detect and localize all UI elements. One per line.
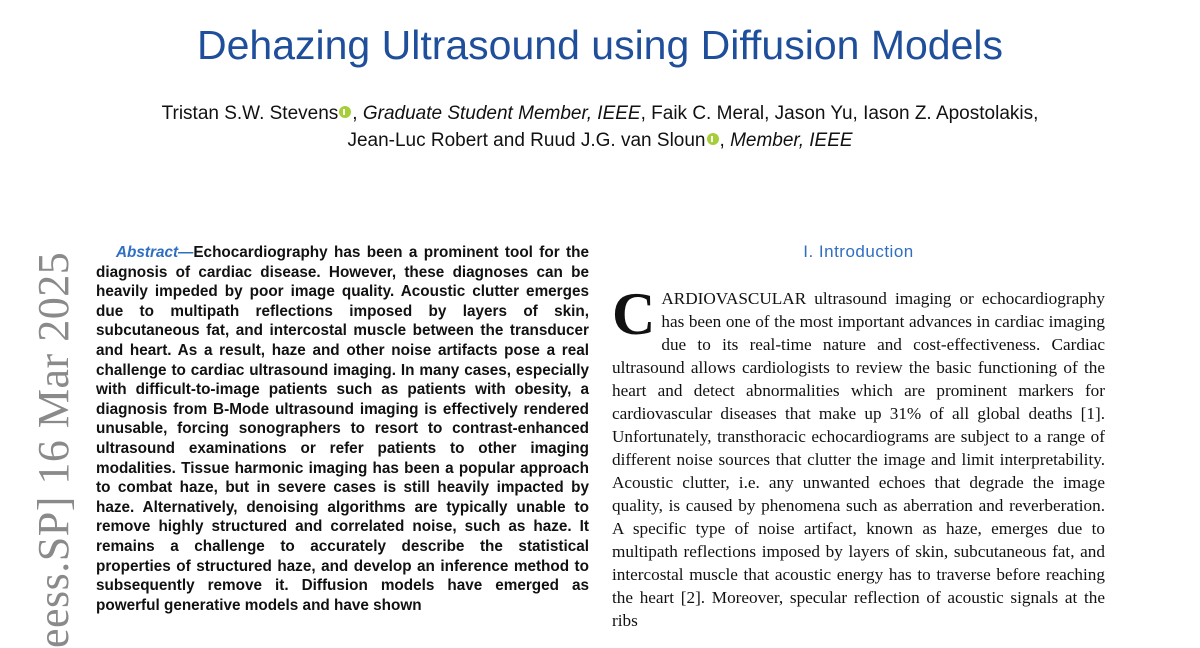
intro-body: ultrasound imaging or echocardiography has been one of the most important advances in cardiac imaging due to its real-time nature and cost-effectiveness. Cardiac ultrasound allows cardiologists to review the basic functioning of the heart and detect abnormalities which are prominent markers for cardiovascular diseases that make up 31% of all global deaths [1]. Unfortunately, transthoracic echocardiograms are subject to a range of different noise sources that clutter the image and limit interpretability. Acoustic clutter, i.e. any unwanted echoes that degrade the image quality, is caused by phenomena such as aberration and reverberation. A specific type of noise artifact, known as haze, emerges due to multipath reflections imposed by layers of skin, subcutaneous fat, and intercostal muscle that acoustic energy has to traverse before reaching the heart [2]. Moreover, specular reflection of acoustic signals at the ribs bbox=[612, 289, 1105, 630]
author-name: Tristan S.W. Stevens bbox=[161, 103, 339, 124]
author-names: Jean-Luc Robert and Ruud J.G. van Sloun bbox=[347, 130, 706, 151]
orcid-icon[interactable] bbox=[339, 106, 351, 118]
arxiv-side-stamp: eess.SP] 16 Mar 2025 bbox=[29, 251, 78, 648]
author-line-2: Jean-Luc Robert and Ruud J.G. van Sloun , Member, IEEE bbox=[347, 130, 853, 151]
drop-cap: C bbox=[612, 281, 656, 347]
abstract bbox=[96, 243, 589, 615]
section-heading-introduction: I. Introduction bbox=[803, 242, 914, 261]
author-list bbox=[0, 100, 1200, 154]
abstract-label: Abstract— bbox=[116, 244, 194, 261]
paper-title: Dehazing Ultrasound using Diffusion Models bbox=[196, 22, 1004, 68]
intro-first-word: ARDIOVASCULAR bbox=[661, 289, 807, 308]
orcid-icon[interactable] bbox=[707, 133, 719, 145]
author-names: , Faik C. Meral, Jason Yu, Iason Z. Apostolakis, bbox=[640, 103, 1039, 124]
author-line-1: Tristan S.W. Stevens , Graduate Student Member, IEEE, Faik C. Meral, Jason Yu, Iason Z. Apostolakis, bbox=[161, 103, 1039, 124]
author-role: Graduate Student Member, IEEE bbox=[362, 103, 641, 124]
author-role: Member, IEEE bbox=[730, 130, 853, 151]
abstract-text: Echocardiography has been a prominent tool for the diagnosis of cardiac disease. However, these diagnoses can be heavily impeded by poor image quality. Acoustic clutter emerges due to multipath reflections imposed by layers of skin, subcutaneous fat, and intercostal muscle between the transducer and heart. As a result, haze and other noise artifacts pose a real challenge to cardiac ultrasound imaging. In many cases, especially with difficult-to-image patients such as patients with obesity, a diagnosis from B-Mode ultrasound imaging is effectively rendered unusable, forcing sonographers to resort to contrast-enhanced ultrasound examinations or refer patients to other imaging modalities. Tissue harmonic imaging has been a popular approach to combat haze, but in severe cases is still heavily impacted by haze. Alternatively, denoising algorithms are typically unable to remove highly structured and correlated noise, such as haze. It remains a challenge to accurately describe the statistical properties of structured haze, and develop an inference method to subsequently remove it. Diffusion models have emerged as powerful generative models and have shown bbox=[96, 244, 589, 614]
introduction-text bbox=[612, 281, 1105, 632]
